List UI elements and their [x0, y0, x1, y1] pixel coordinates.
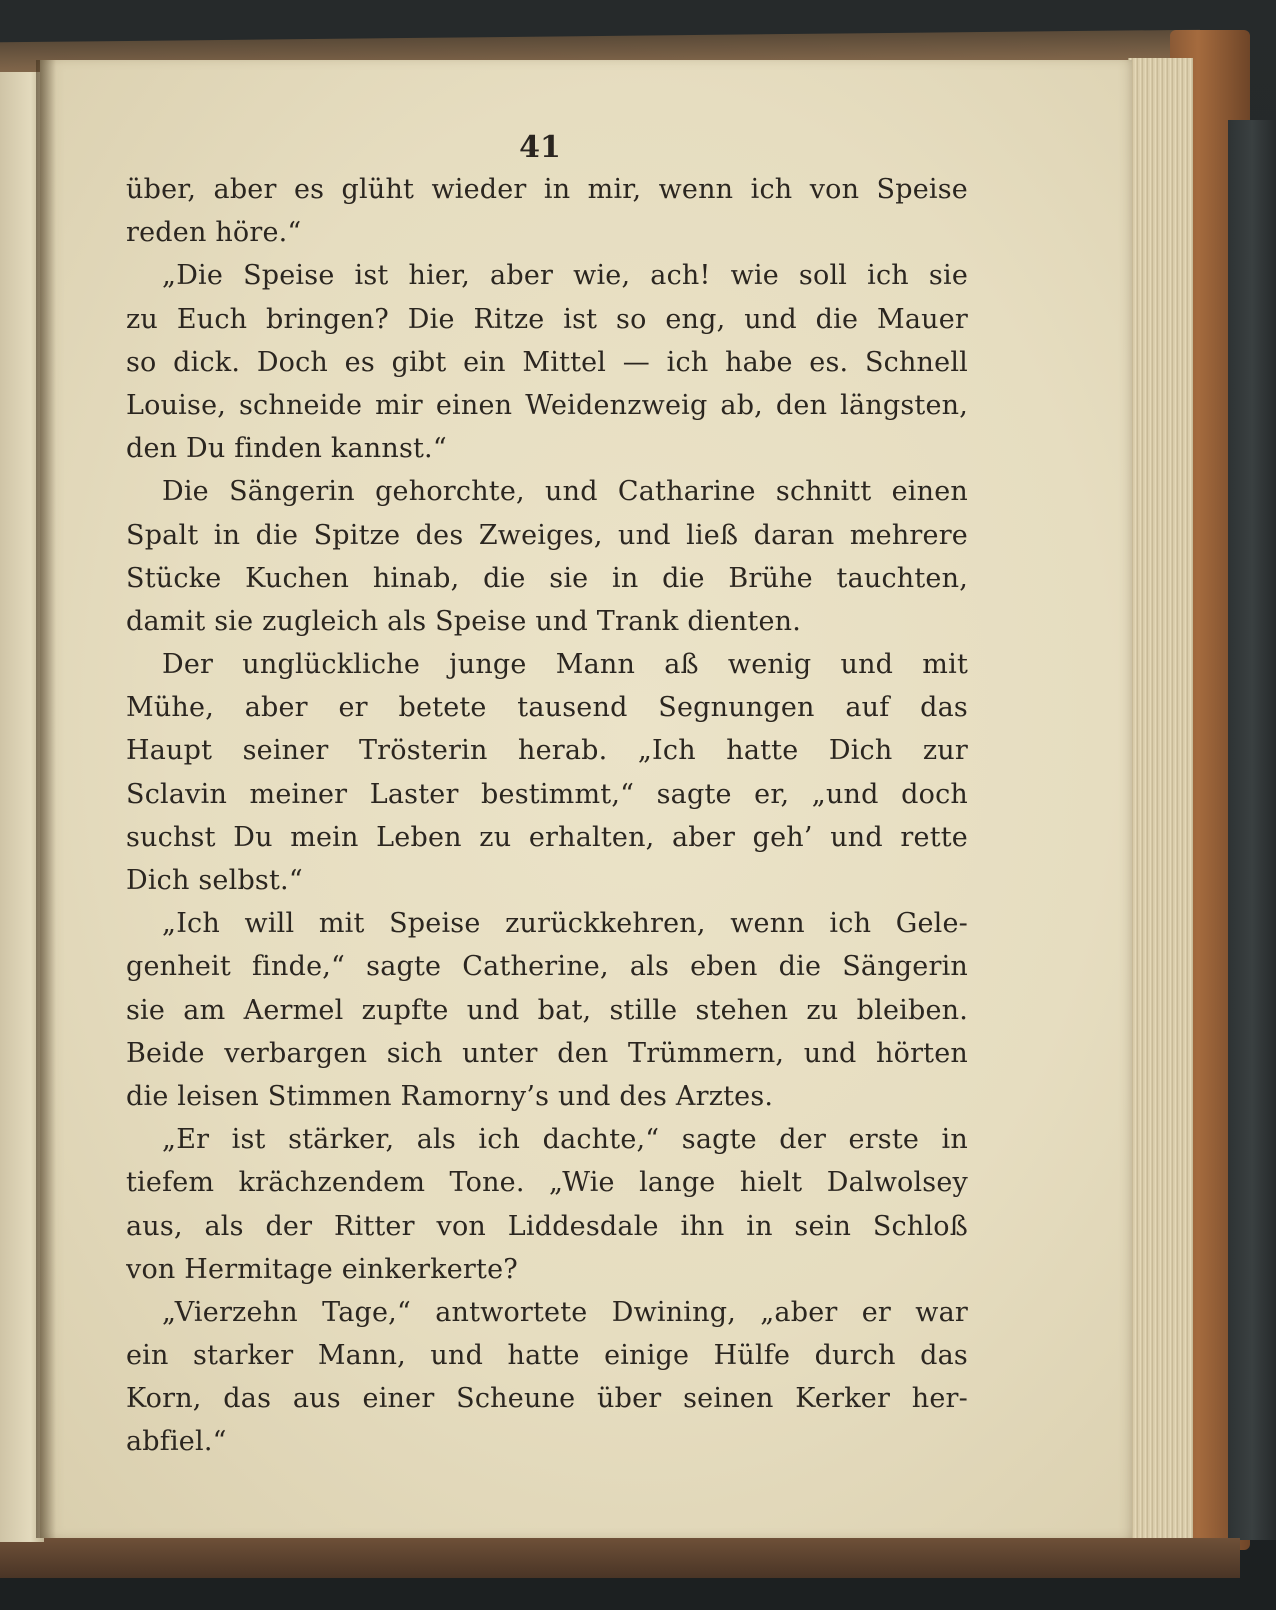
text-line: Stücke Kuchen hinab, die sie in die Brühe tauchten,: [126, 562, 968, 594]
text-line: „Die Speise ist hier, aber wie, ach! wie soll ich sie: [162, 260, 968, 292]
text-line: „Ich will mit Speise zurückkehren, wenn ich Gele-: [162, 908, 968, 940]
text-line: so dick. Doch es gibt ein Mittel — ich habe es. Schnell: [126, 346, 968, 378]
text-line: zu Euch bringen? Die Ritze ist so eng, und die Mauer: [126, 303, 968, 335]
text-line: ein starker Mann, und hatte einige Hülfe durch das: [126, 1340, 968, 1372]
book-cover-spine-shadow: [1228, 120, 1276, 1540]
text-line: über, aber es glüht wieder in mir, wenn ich von Speise: [126, 174, 968, 205]
text-line: Haupt seiner Trösterin herab. „Ich hatte Dich zur: [126, 735, 968, 767]
page-stack-edges: [1128, 58, 1193, 1538]
text-line: genheit finde,“ sagte Catherine, als eben die Sängerin: [126, 951, 968, 983]
text-line: „Er ist stärker, als ich dachte,“ sagte der erste in: [162, 1124, 968, 1156]
text-line: sie am Aermel zupfte und bat, stille stehen zu bleiben.: [126, 994, 968, 1026]
text-line: Mühe, aber er betete tausend Segnungen auf das: [126, 692, 968, 724]
body-text: [126, 168, 968, 1464]
text-line: Sclavin meiner Laster bestimmt,“ sagte er, „und doch: [126, 778, 968, 810]
text-line: Der unglückliche junge Mann aß wenig und mit: [162, 649, 968, 681]
text-line: Die Sängerin gehorchte, und Catharine schnitt einen: [162, 476, 968, 508]
text-line: von Hermitage einkerkerte?: [126, 1253, 518, 1285]
page-number: 41: [519, 130, 561, 165]
text-line: Beide verbargen sich unter den Trümmern, und hörten: [126, 1037, 968, 1069]
text-line: Dich selbst.“: [126, 865, 303, 896]
gutter-shadow: [36, 60, 56, 1538]
text-line: suchst Du mein Leben zu erhalten, aber geh’ und rette: [126, 821, 968, 853]
text-line: tiefem krächzendem Tone. „Wie lange hielt Dalwolsey: [126, 1167, 968, 1199]
text-line: damit sie zugleich als Speise und Trank dienten.: [126, 605, 802, 637]
text-line: Korn, das aus einer Scheune über seinen Kerker her-: [126, 1383, 968, 1415]
text-line: Spalt in die Spitze des Zweiges, und ließ daran mehrere: [126, 519, 968, 551]
text-line: „Vierzehn Tage,“ antwortete Dwining, „aber er war: [162, 1296, 968, 1328]
text-line: die leisen Stimmen Ramorny’s und des Arztes.: [126, 1080, 774, 1112]
text-line: reden höre.“: [126, 217, 302, 249]
text-line: Louise, schneide mir einen Weidenzweig ab, den längsten,: [126, 389, 968, 421]
book-cover-bottom: [0, 1538, 1240, 1578]
text-line: den Du finden kannst.“: [126, 433, 447, 465]
text-line: abfiel.“: [126, 1426, 227, 1458]
text-line: aus, als der Ritter von Liddesdale ihn in sein Schloß: [126, 1210, 968, 1242]
